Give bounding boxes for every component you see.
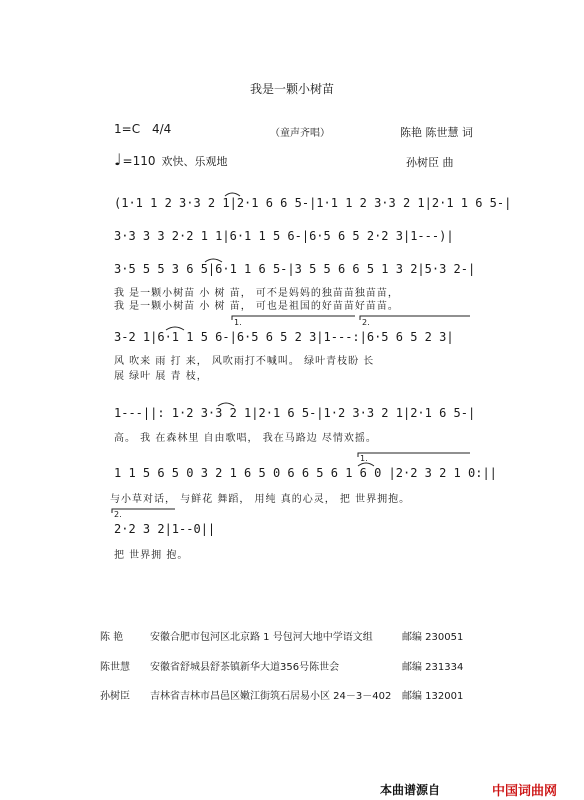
tie-mark — [205, 259, 222, 262]
tempo-expression: 欢快、乐观地 — [161, 155, 228, 168]
contact-address: 安徽省舒城县舒茶镇新华大道356号陈世会 — [150, 662, 340, 673]
contact-address: 安徽合肥市包河区北京路 1 号包河大地中学语文组 — [150, 632, 373, 643]
performance-style: （童声齐唱） — [270, 128, 330, 139]
contact-name: 陈 艳 — [100, 632, 124, 643]
volta-1-label: 1. — [234, 318, 242, 327]
notation-line-7: 2·2 3 2|1--0|| — [114, 522, 216, 536]
notation-line-2: 3·3 3 3 2·2 1 1|6·1 1 5 6-|6·5 6 5 2·2 3|1---)| — [114, 229, 454, 243]
lyric-line-4-verse-2: 展 绿叶 展 青 枝， — [114, 371, 208, 382]
tempo-value: =110 — [122, 154, 156, 168]
quarter-note-icon: ♩ — [114, 150, 122, 169]
tie-mark — [225, 193, 240, 196]
notation-line-1: (1·1 1 2 3·3 2 1|2·1 6 6 5-|1·1 1 2 3·3 2 1|2·1 1 6 5-| — [114, 196, 512, 210]
volta-2-label-b: 2. — [114, 510, 122, 519]
lyric-line-4-verse-1: 风 吹来 雨 打 来， 风吹雨打不喊叫。 绿叶青枝盼 长 — [114, 356, 375, 367]
volta-2-bracket — [360, 316, 470, 320]
tie-mark — [358, 463, 374, 466]
contact-postcode: 邮编 230051 — [402, 632, 464, 643]
lyric-line-5: 高。 我 在森林里 自由歌唱， 我在马路边 尽情欢摇。 — [114, 433, 377, 444]
volta-1-bracket-b — [358, 453, 470, 457]
time-signature: 4/4 — [152, 122, 172, 136]
volta-1-bracket — [232, 316, 355, 320]
contact-address: 吉林省吉林市昌邑区嫩江街筑石居易小区 24－3－402 — [150, 691, 392, 702]
lyric-line-3-verse-2: 我 是一颗小树苗 小 树 苗， 可也是祖国的好苗苗好苗苗。 — [114, 301, 399, 312]
notation-line-6: 1 1 5 6 5 0 3 2 1 6 5 0 6 6 5 6 1 6 0 |2·2 3 2 1 0:|| — [114, 466, 497, 480]
lyric-line-7: 把 世界拥 抱。 — [114, 550, 189, 561]
contact-postcode: 邮编 231334 — [402, 662, 464, 673]
song-title: 我是一颗小树苗 — [249, 82, 334, 96]
source-label: 本曲谱源自 — [380, 783, 441, 797]
notation-line-3: 3·5 5 5 3 6 5|6·1 1 6 5-|3 5 5 6 6 5 1 3 2|5·3 2-| — [114, 262, 476, 276]
lyric-line-6: 与小草对话， 与鲜花 舞蹈， 用纯 真的心灵， 把 世界拥抱。 — [110, 494, 411, 505]
tie-mark — [218, 403, 234, 406]
contact-postcode: 邮编 132001 — [402, 691, 464, 702]
notation-line-5: 1---||: 1·2 3·3 2 1|2·1 6 5-|1·2 3·3 2 1|2·1 6 5-| — [114, 406, 476, 420]
tie-mark — [166, 327, 184, 330]
key-signature: 1=C — [114, 122, 141, 136]
notation-line-4: 3-2 1|6·1 1 5 6-|6·5 6 5 2 3|1---:|6·5 6 5 2 3| — [114, 330, 454, 344]
site-name-link[interactable]: 中国词曲网 — [492, 784, 558, 799]
volta-2-label: 2. — [362, 318, 370, 327]
volta-1-label-b: 1. — [360, 454, 368, 463]
composer-credit: 孙树臣 曲 — [406, 156, 454, 169]
volta-2-bracket-b — [112, 509, 175, 513]
contact-name: 孙树臣 — [100, 691, 130, 702]
lyricist-credit: 陈艳 陈世慧 词 — [400, 126, 473, 139]
contact-name: 陈世慧 — [100, 662, 130, 673]
lyric-line-3-verse-1: 我 是一颗小树苗 小 树 苗， 可不是妈妈的独苗苗独苗苗， — [114, 288, 399, 299]
